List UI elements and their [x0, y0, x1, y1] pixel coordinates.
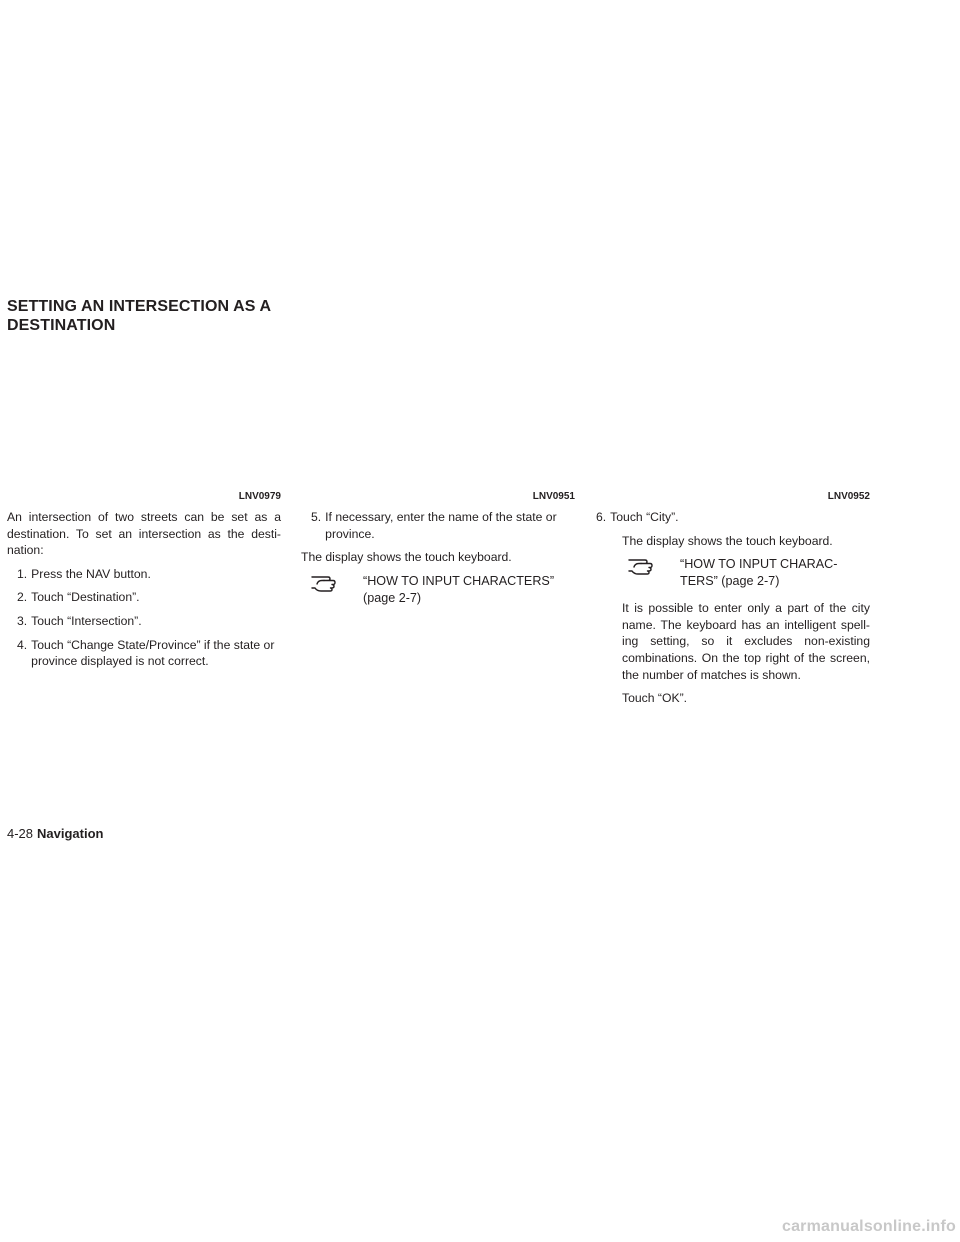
- column-1: [7, 491, 281, 677]
- figure-label-3: LNV0952: [827, 491, 870, 502]
- display-note: The display shows the touch keyboard.: [301, 550, 512, 565]
- section-title-line-1: SETTING AN INTERSECTION AS A: [7, 298, 272, 315]
- step-text: Press the NAV button.: [31, 566, 151, 581]
- step-6: [596, 509, 870, 526]
- reference-title: “HOW TO INPUT CHARAC-: [680, 557, 838, 572]
- page-footer: [7, 826, 104, 842]
- step-5: [301, 509, 575, 542]
- step-1: [7, 566, 281, 583]
- display-note: The display shows the touch keyboard.: [622, 533, 833, 548]
- step-text: Touch “Change State/Province” if the state or province displayed is not correct.: [31, 637, 275, 669]
- step-number: 3.: [17, 613, 28, 628]
- section-title-line-2: DESTINATION: [7, 317, 116, 334]
- reference-note: [301, 573, 575, 607]
- step-number: 1.: [17, 566, 28, 581]
- step-text: If necessary, enter the name of the state or province.: [325, 510, 557, 541]
- step-number: 6.: [596, 510, 607, 524]
- reference-text: [363, 573, 554, 607]
- pointing-hand-icon: [311, 572, 341, 592]
- step-text: Touch “Destination”.: [31, 590, 140, 605]
- intro-paragraph: An intersection of two streets can be set as a destination. To set an intersection as the desti- nation:: [7, 510, 281, 558]
- chapter-name: Navigation: [37, 826, 104, 841]
- watermark: carmanualsonline.info: [781, 1218, 956, 1235]
- page-number: 4-28: [7, 826, 34, 841]
- step-4: [7, 637, 281, 670]
- reference-page: TERS” (page 2-7): [680, 574, 780, 589]
- reference-title: “HOW TO INPUT CHARACTERS”: [363, 573, 555, 588]
- step-text: Touch “City”.: [610, 510, 679, 524]
- step-text: Touch “Intersection”.: [31, 613, 142, 628]
- step-number: 2.: [17, 590, 28, 605]
- reference-page: (page 2-7): [363, 590, 422, 605]
- pointing-hand-icon: [628, 555, 658, 575]
- reference-note: [622, 556, 870, 590]
- step-6-details: [596, 533, 870, 707]
- reference-text: [680, 556, 837, 590]
- step-2: [7, 589, 281, 606]
- step-number: 5.: [311, 510, 322, 524]
- step-3: [7, 613, 281, 630]
- step-number: 4.: [17, 637, 28, 652]
- section-title: [7, 297, 307, 335]
- figure-label-1: LNV0979: [238, 491, 281, 502]
- body-paragraph: It is possible to enter only a part of the city name. The keyboard has an intelligent spell- ing setting, so it excludes non-existing combinations. On the top right of the screen, the number of matches is shown.: [622, 601, 870, 682]
- column-2: [301, 491, 575, 617]
- column-3: [596, 491, 870, 714]
- ok-instruction: Touch “OK”.: [622, 691, 688, 706]
- figure-label-2: LNV0951: [532, 491, 575, 502]
